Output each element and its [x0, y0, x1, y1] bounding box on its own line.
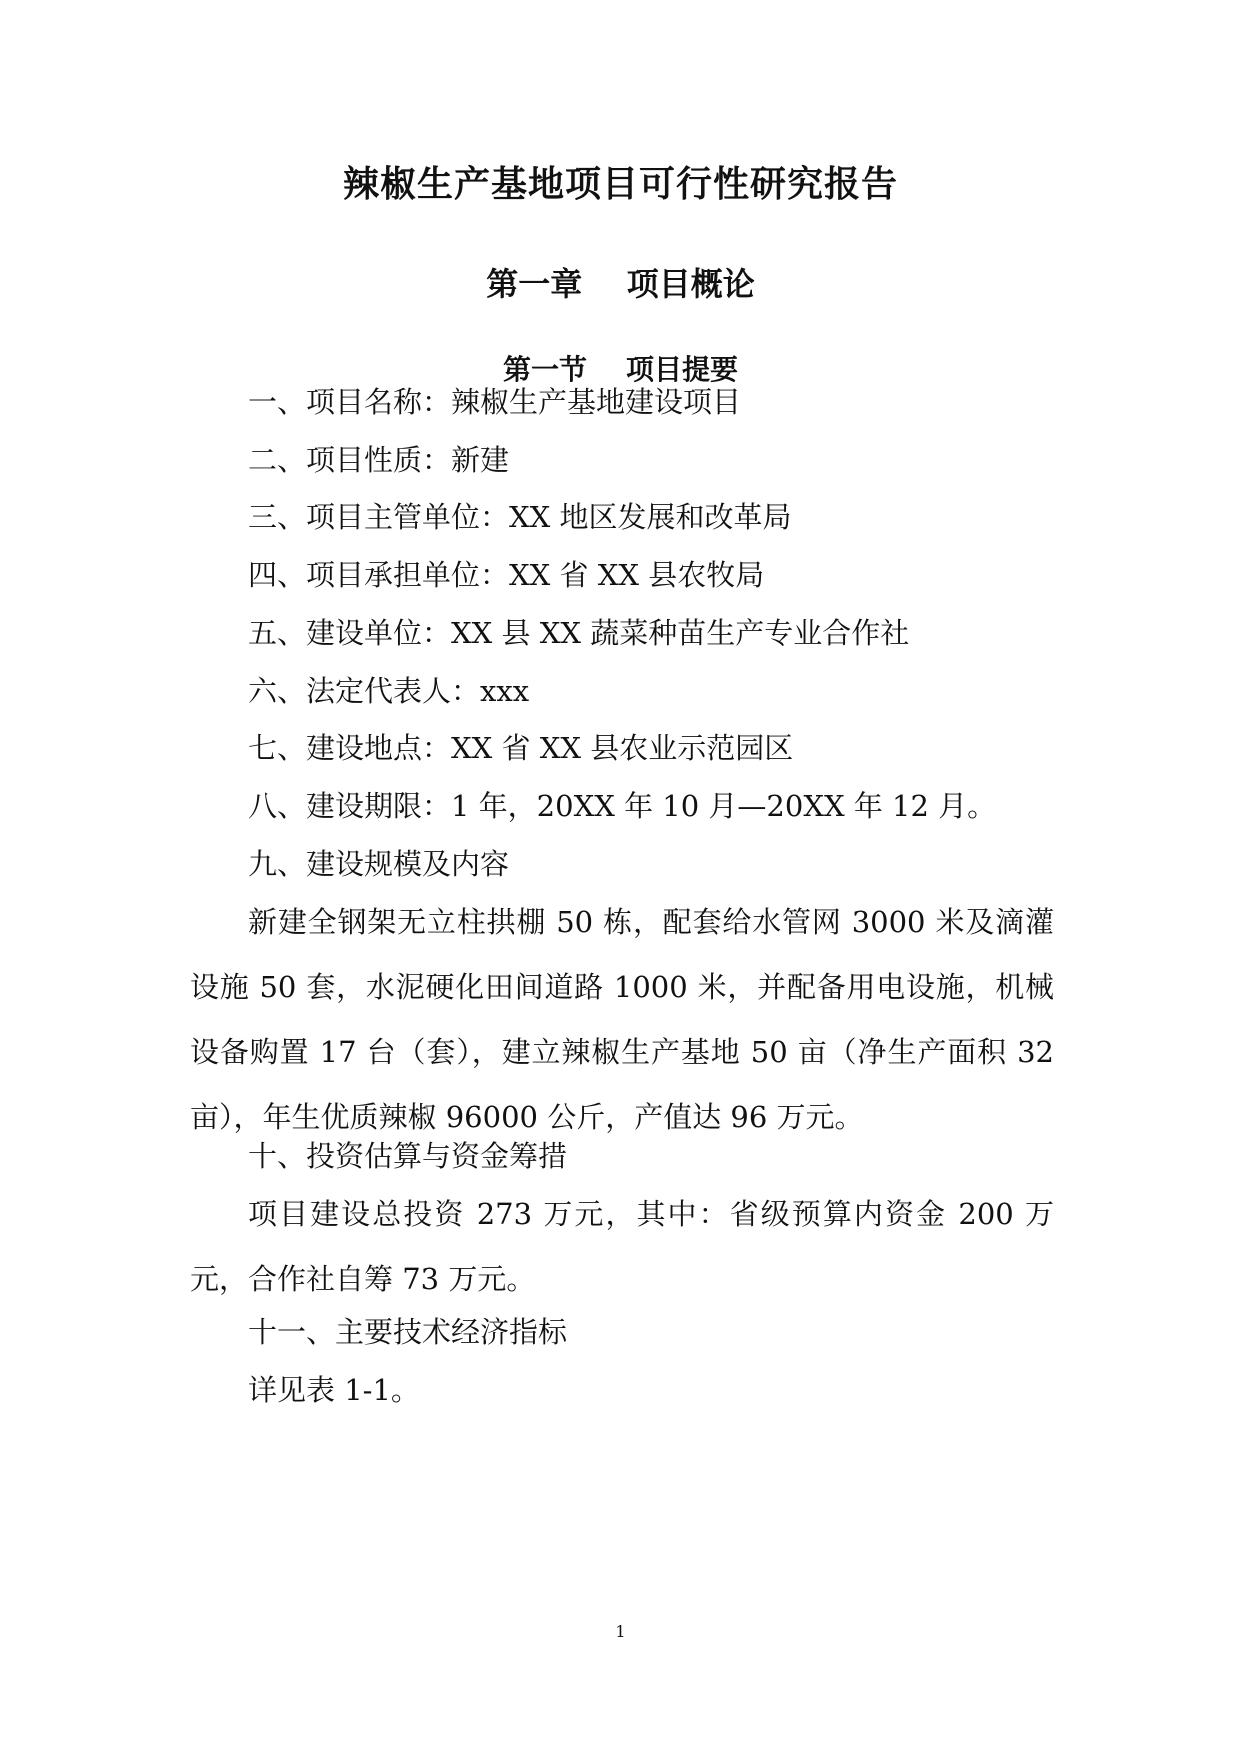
item-indicators-heading: 十一、主要技术经济指标: [248, 1315, 568, 1349]
paragraph-scale-content: 新建全钢架无立柱拱棚 50 栋，配套给水管网 3000 米及滴灌设施 50 套，水泥硬化田间道路 1000 米，并配备用电设施，机械设备购置 17 台（套），建立辣椒生产基地 50 亩（净生产面积 32 亩），年生优质辣椒 96000 公斤，产值达 96 万元。: [190, 905, 1054, 1134]
item-see-table: 详见表 1-1。: [248, 1373, 420, 1407]
item-construction-unit: 五、建设单位：XX 县 XX 蔬菜种苗生产专业合作社: [248, 616, 910, 650]
item-supervising-unit: 三、项目主管单位：XX 地区发展和改革局: [248, 500, 792, 534]
section-heading: 第一节 项目提要: [503, 353, 738, 386]
item-investment-heading: 十、投资估算与资金筹措: [248, 1139, 568, 1173]
item-construction-site: 七、建设地点：XX 省 XX 县农业示范园区: [248, 731, 794, 765]
document-title: 辣椒生产基地项目可行性研究报告: [342, 163, 898, 205]
item-scale-heading: 九、建设规模及内容: [248, 847, 510, 881]
chapter-heading: 第一章 项目概论: [486, 265, 755, 303]
item-construction-period: 八、建设期限：1 年，20XX 年 10 月—20XX 年 12 月。: [248, 789, 997, 823]
paragraph-investment: 项目建设总投资 273 万元，其中：省级预算内资金 200 万元，合作社自筹 73 万元。: [190, 1197, 1054, 1296]
item-legal-representative: 六、法定代表人：xxx: [248, 674, 530, 708]
page-number: 1: [615, 1622, 626, 1641]
item-project-name: 一、项目名称：辣椒生产基地建设项目: [248, 385, 742, 419]
item-project-nature: 二、项目性质：新建: [248, 443, 510, 477]
item-undertaking-unit: 四、项目承担单位：XX 省 XX 县农牧局: [248, 558, 765, 592]
